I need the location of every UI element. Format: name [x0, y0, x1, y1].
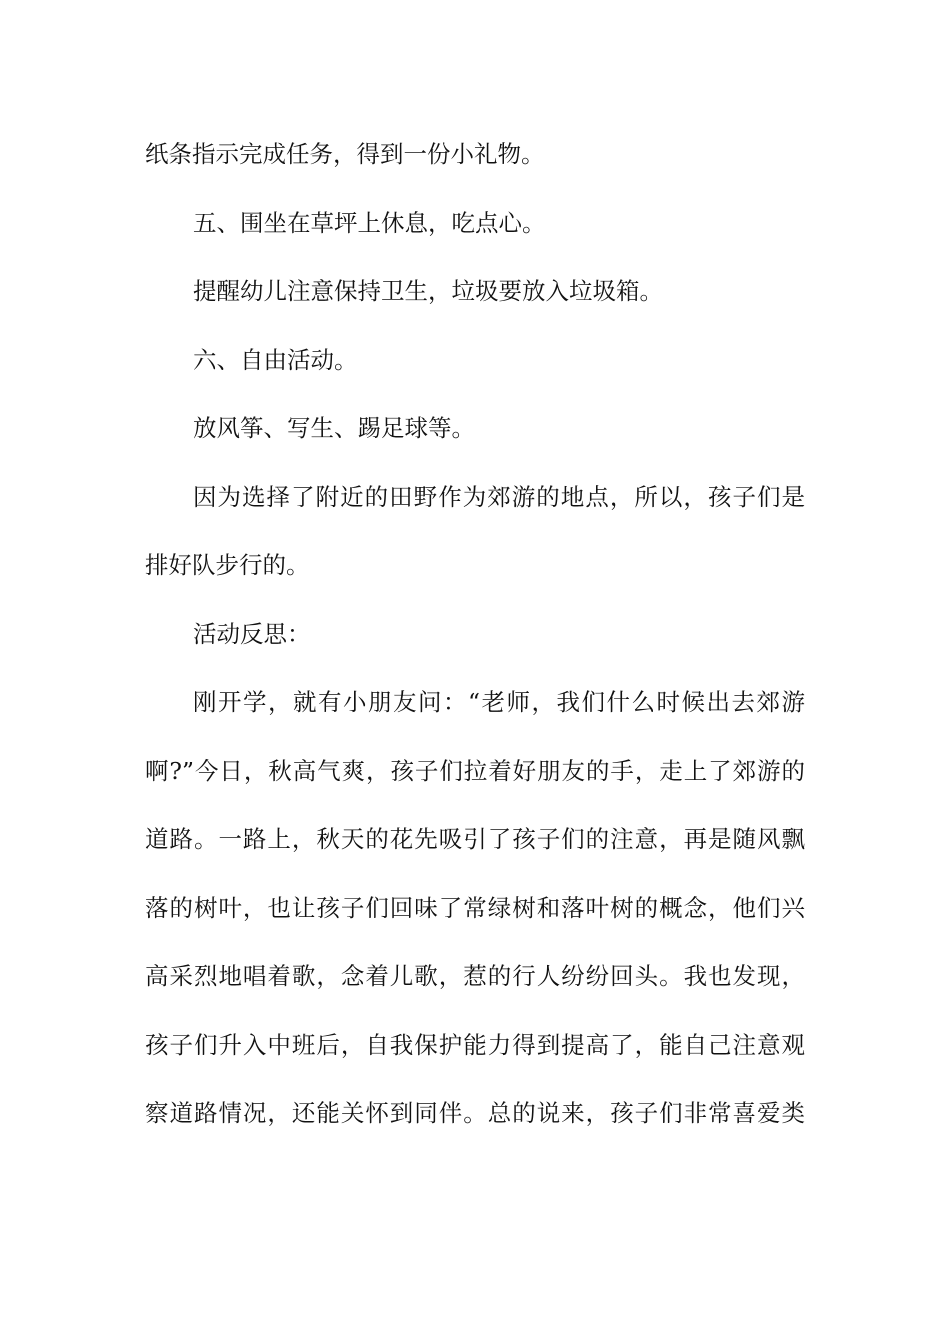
text-line: 啊?”今日，秋高气爽，孩子们拉着好朋友的手，走上了郊游的 [145, 756, 805, 785]
text-line: 纸条指示完成任务，得到一份小礼物。 [145, 140, 545, 168]
text-line: 道路。一路上，秋天的花先吸引了孩子们的注意，再是随风飘 [145, 825, 805, 853]
text-line: 高采烈地唱着歌，念着儿歌，惹的行人纷纷回头。我也发现， [145, 962, 805, 990]
document-body [145, 126, 805, 1154]
text-line: 排好队步行的。 [145, 551, 310, 579]
text-line: 五、围坐在草坪上休息，吃点心。 [193, 208, 546, 237]
text-line: 六、自由活动。 [193, 345, 358, 374]
text-line: 活动反思： [193, 619, 311, 648]
text-line: 提醒幼儿注意保持卫生，垃圾要放入垃圾箱。 [193, 277, 663, 305]
text-line: 因为选择了附近的田野作为郊游的地点，所以，孩子们是 [193, 482, 805, 511]
text-line: 放风筝、写生、踢足球等。 [193, 414, 475, 442]
text-line: 察道路情况，还能关怀到同伴。总的说来，孩子们非常喜爱类 [145, 1099, 805, 1127]
text-line: 刚开学，就有小朋友问：“老师，我们什么时候出去郊游 [193, 688, 805, 716]
text-line: 落的树叶，也让孩子们回味了常绿树和落叶树的概念，他们兴 [145, 893, 805, 922]
text-line: 孩子们升入中班后，自我保护能力得到提高了，能自己注意观 [145, 1030, 805, 1059]
